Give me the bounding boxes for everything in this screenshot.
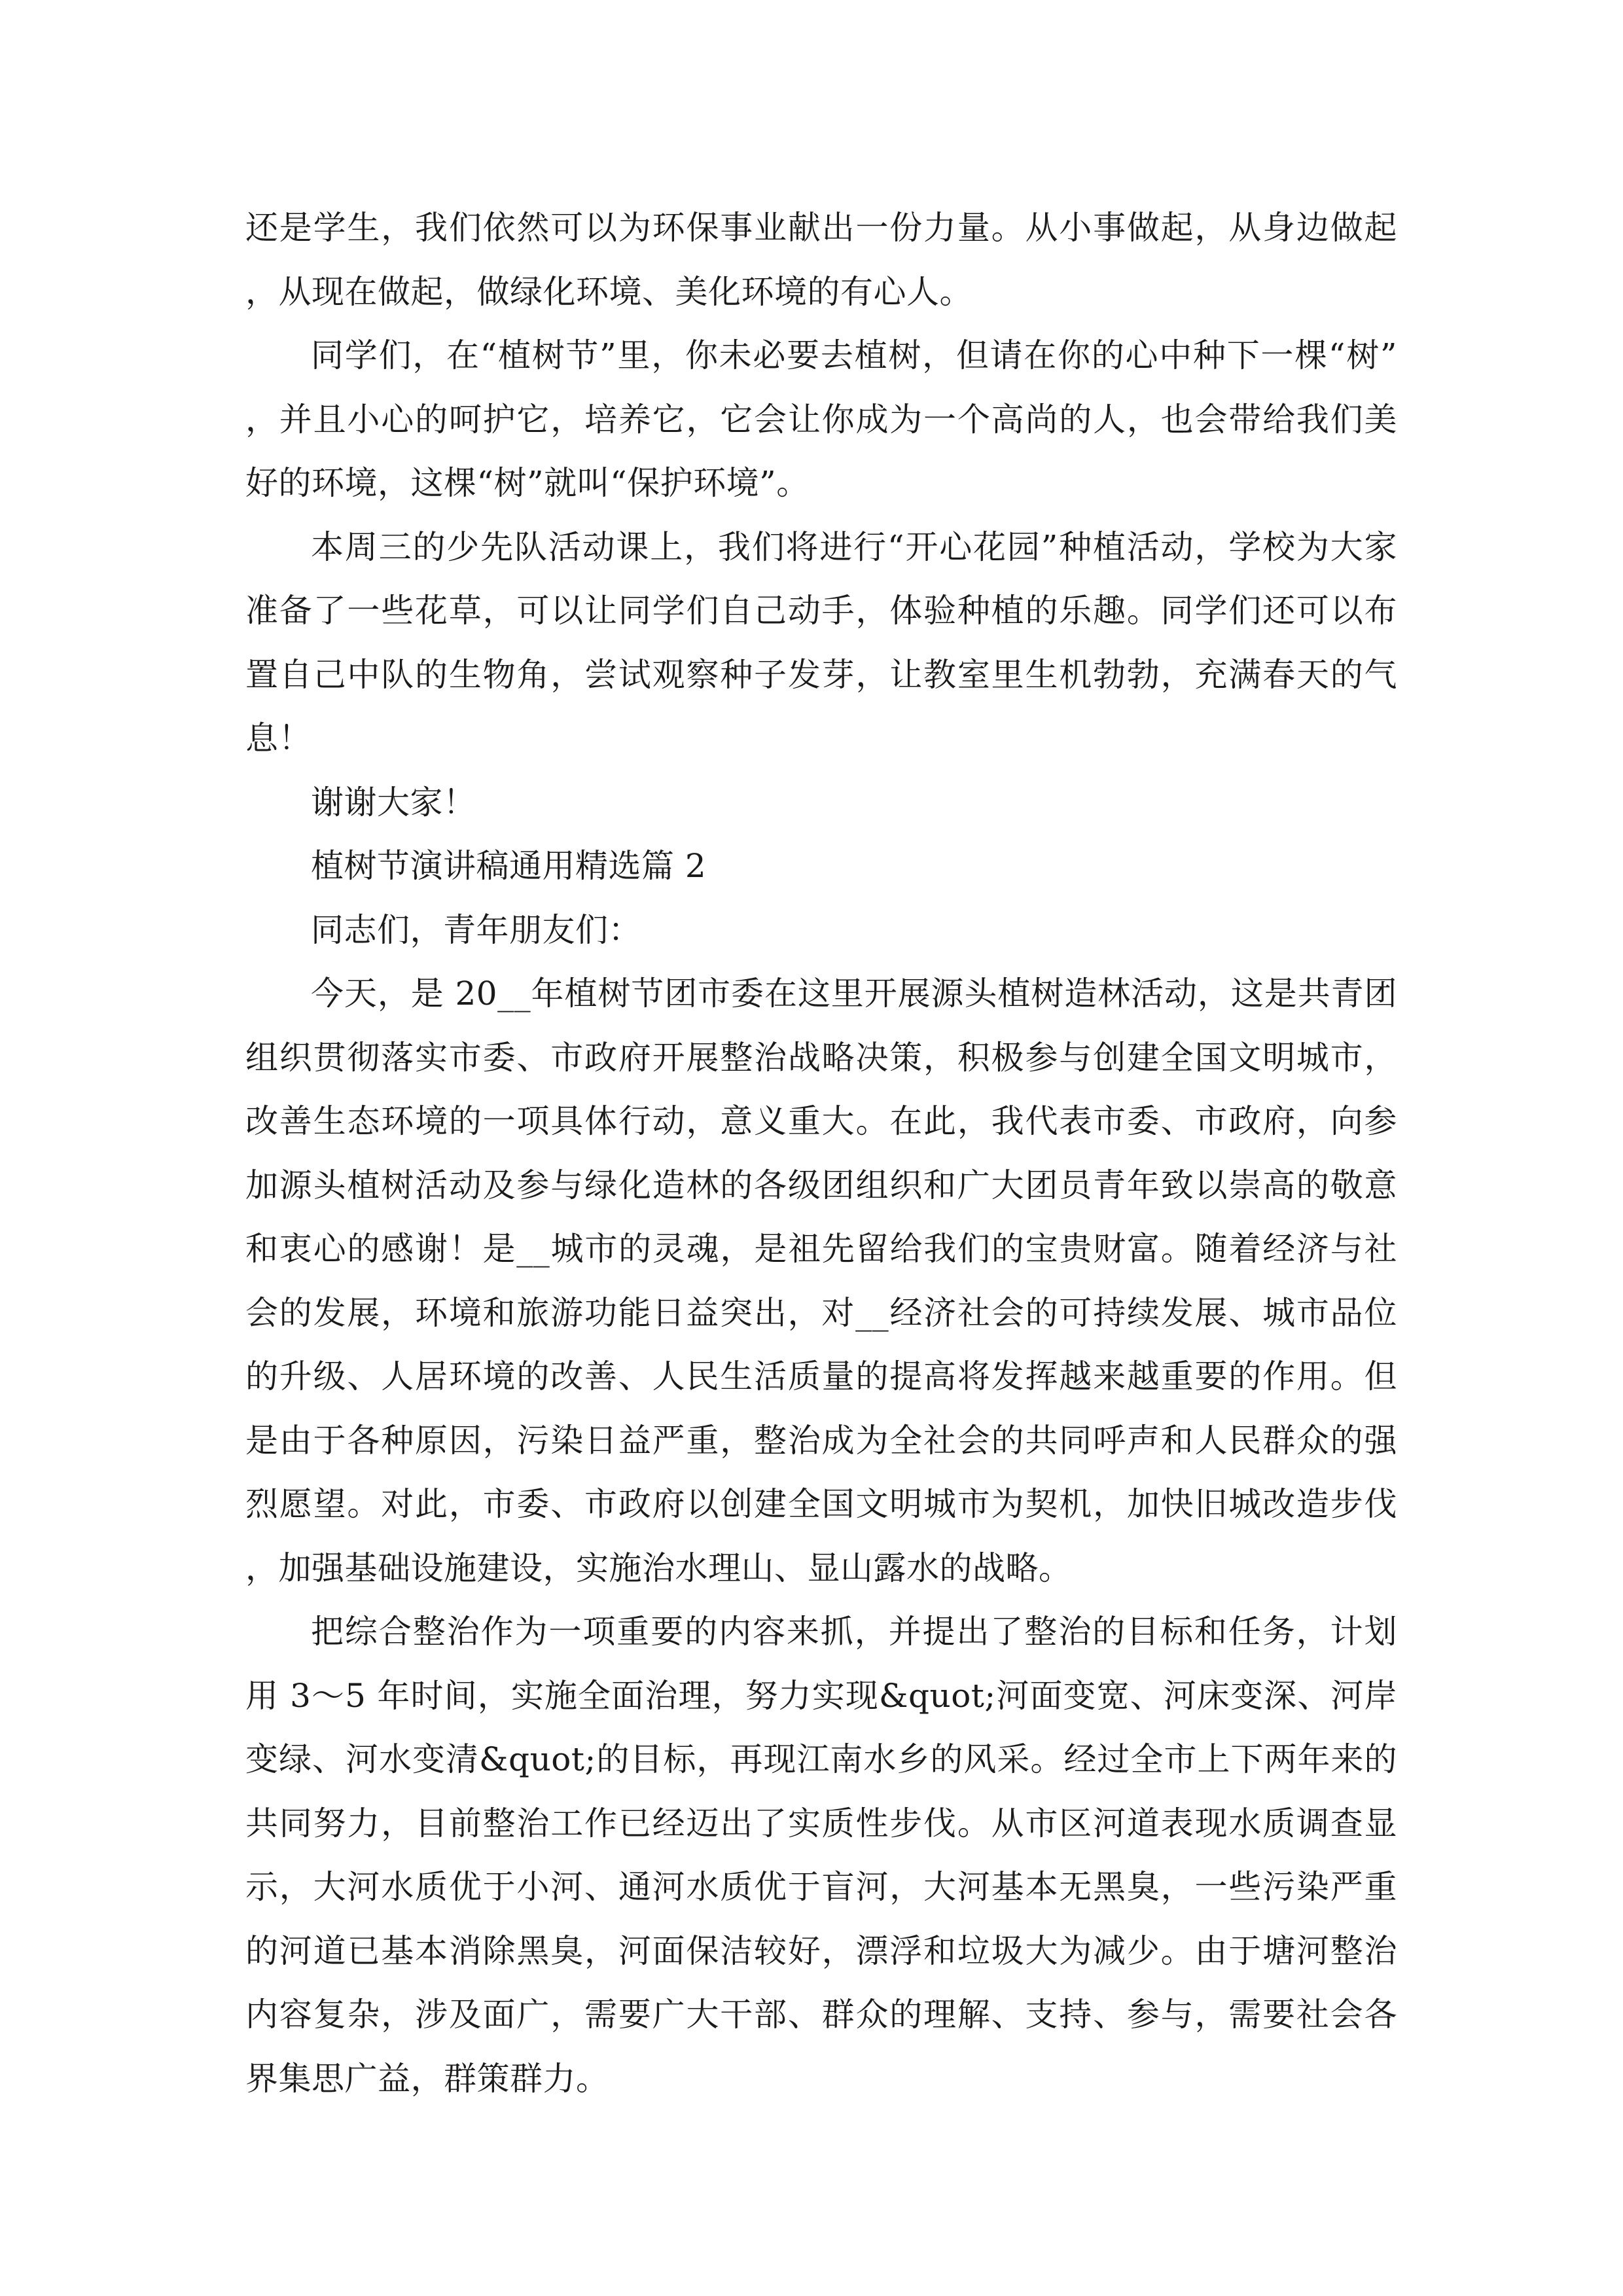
- paragraph: 今天，是 20__年植树节团市委在这里开展源头植树造林活动，这是共青团组织贯彻落实市委、市政府开展整治战略决策，积极参与创建全国文明城市，改善生态环境的一项具体行动，意义重大。在此，我代表市委、市政府，向参加源头植树活动及参与绿化造林的各级团组织和广大团员青年致以崇高的敬意和衷心的感谢！是__城市的灵魂，是祖先留给我们的宝贵财富。随着经济与社会的发展，环境和旅游功能日益突出，对__经济社会的可持续发展、城市品位的升级、人居环境的改善、人民生活质量的提高将发挥越来越重要的作用。但是由于各种原因，污染日益严重，整治成为全社会的共同呼声和人民群众的强烈愿望。对此，市委、市政府以创建全国文明城市为契机，加快旧城改造步伐，加强基础设施建设，实施治水理山、显山露水的战略。: [245, 975, 1397, 1587]
- paragraph: 还是学生，我们依然可以为环保事业献出一份力量。从小事做起，从身边做起，从现在做起，做绿化环境、美化环境的有心人。: [245, 209, 1397, 311]
- paragraph: 把综合整治作为一项重要的内容来抓，并提出了整治的目标和任务，计划用 3～5 年时间，实施全面治理，努力实现&quot;河面变宽、河床变深、河岸变绿、河水变清&quot;的目标，再现江南水乡的风采。经过全市上下两年来的共同努力，目前整治工作已经迈出了实质性步伐。从市区河道表现水质调查显示，大河水质优于小河、通河水质优于盲河，大河基本无黑臭，一些污染严重的河道已基本消除黑臭，河面保洁较好，漂浮和垃圾大为减少。由于塘河整治内容复杂，涉及面广，需要广大干部、群众的理解、支持、参与，需要社会各界集思广益，群策群力。: [245, 1613, 1397, 2098]
- document-body: [245, 196, 1397, 2111]
- section-title: 植树节演讲稿通用精选篇 2: [311, 847, 707, 885]
- closing-thanks: 谢谢大家！: [311, 783, 476, 821]
- paragraph: 同学们，在“植树节”里，你未必要去植树，但请在你的心中种下一棵“树”，并且小心的呵护它，培养它，它会让你成为一个高尚的人，也会带给我们美好的环境，这棵“树”就叫“保护环境”。: [245, 336, 1397, 502]
- paragraph: 本周三的少先队活动课上，我们将进行“开心花园”种植活动，学校为大家准备了一些花草，可以让同学们自己动手，体验种植的乐趣。同学们还可以布置自己中队的生物角，尝试观察种子发芽，让教室里生机勃勃，充满春天的气息！: [245, 528, 1397, 757]
- salutation: 同志们，青年朋友们：: [311, 910, 641, 949]
